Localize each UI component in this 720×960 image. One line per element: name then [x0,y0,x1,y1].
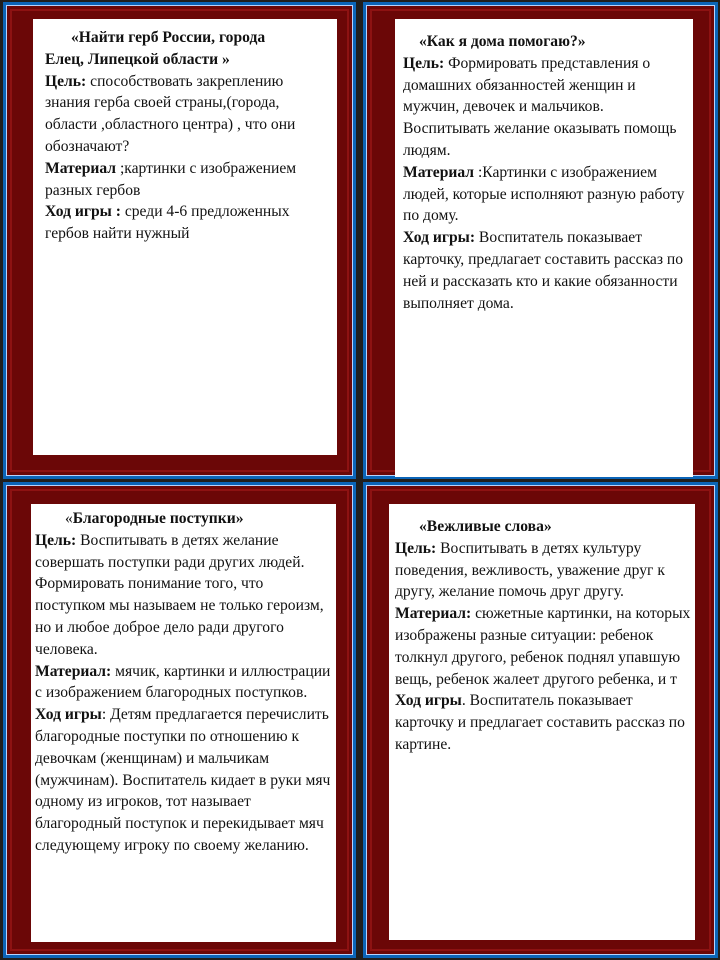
game-text: . Воспитатель показывает карточку и предлагает составить рассказ по картине. [395,692,685,753]
title-text: Благородные поступки» [72,510,244,527]
material-text: мячик, картинки и иллюстрации с изображением благородных поступков. [35,662,331,702]
material-text: :Картинки с изображением людей, которые исполняют разную работу по дому. [403,163,685,225]
game-text: Воспитатель показывает карточку, предлагает составить рассказ по ней и рассказать кто и какие обязанности выполняет дома. [403,229,684,312]
card-game [45,201,327,245]
material-label: Материал: [35,662,112,680]
material-label: Материал [45,159,117,177]
goal-text: Формировать представления о домашних обязанностей женщин и мужчин, девочек и мальчиков. Воспитывать желание оказывать помощь людям. [403,54,677,159]
game-text: : Детям предлагается перечислить благородные поступки по отношению к девочкам (женщинам) и мальчикам (мужчинам). Воспитатель кидает в руки мяч одному из игроков, тот называет благородный поступок и перекидывает мяч следующему игроку по своему желанию. [35,706,331,854]
card-game [395,690,691,755]
card-coat-of-arms [3,2,356,479]
game-label: Ход игры : [45,203,121,221]
goal-label: Цель: [45,72,87,90]
card-title-line-2: Елец, Липецкой области » [45,50,230,68]
card-material [395,603,691,690]
card-goal [395,538,691,603]
game-text: среди 4-6 предложенных гербов найти нужный [45,203,290,243]
card-goal [45,71,327,158]
card-polite-words [363,482,718,958]
card-material [45,158,327,202]
card-text-panel [389,504,695,940]
game-label: Ход игры [35,706,102,724]
card-frame [366,485,715,955]
goal-label: Цель: [395,539,437,557]
card-game [35,704,332,857]
card-goal [403,53,687,162]
material-text: ;картинки с изображением разных гербов [45,159,297,199]
material-text: сюжетные картинки, на которых изображены разные ситуации: ребенок толкнул другого, ребенок поднял упавшую вещь, ребенок жалеет другого ребенка, и т [395,605,691,688]
card-text-panel [395,19,693,477]
card-helping-at-home [363,2,718,479]
card-frame [366,5,715,476]
game-label: Ход игры: [403,229,476,247]
title-open-quote: « [65,510,73,527]
card-title: «Как я дома помогаю?» [419,33,586,50]
material-label: Материал [403,163,475,181]
card-material [35,661,332,705]
card-frame [6,5,353,476]
card-text-panel [33,19,337,455]
card-material [403,162,687,227]
game-label: Ход игры [395,692,462,710]
goal-text: способствовать закреплению знания герба своей страны,(города, области ,областного центра) , что они обозначают? [45,72,296,155]
card-title: «Вежливые слова» [419,518,552,535]
card-frame [6,485,353,955]
card-game [403,227,687,314]
goal-text: Воспитывать в детях культуру поведения, вежливость, уважение друг к другу, желание помочь друг другу. [395,539,665,601]
card-title: «Найти герб России, города [71,29,266,46]
card-title [35,508,332,530]
goal-label: Цель: [35,531,77,549]
card-text-panel [31,504,336,942]
card-goal [35,530,332,661]
card-noble-deeds [3,482,356,958]
material-label: Материал: [395,605,472,623]
goal-text: Воспитывать в детях желание совершать поступки ради других людей. Формировать понимание того, что поступком мы называем не только героизм, но и любое доброе дело ради другого человека. [35,531,324,658]
goal-label: Цель: [403,54,445,72]
